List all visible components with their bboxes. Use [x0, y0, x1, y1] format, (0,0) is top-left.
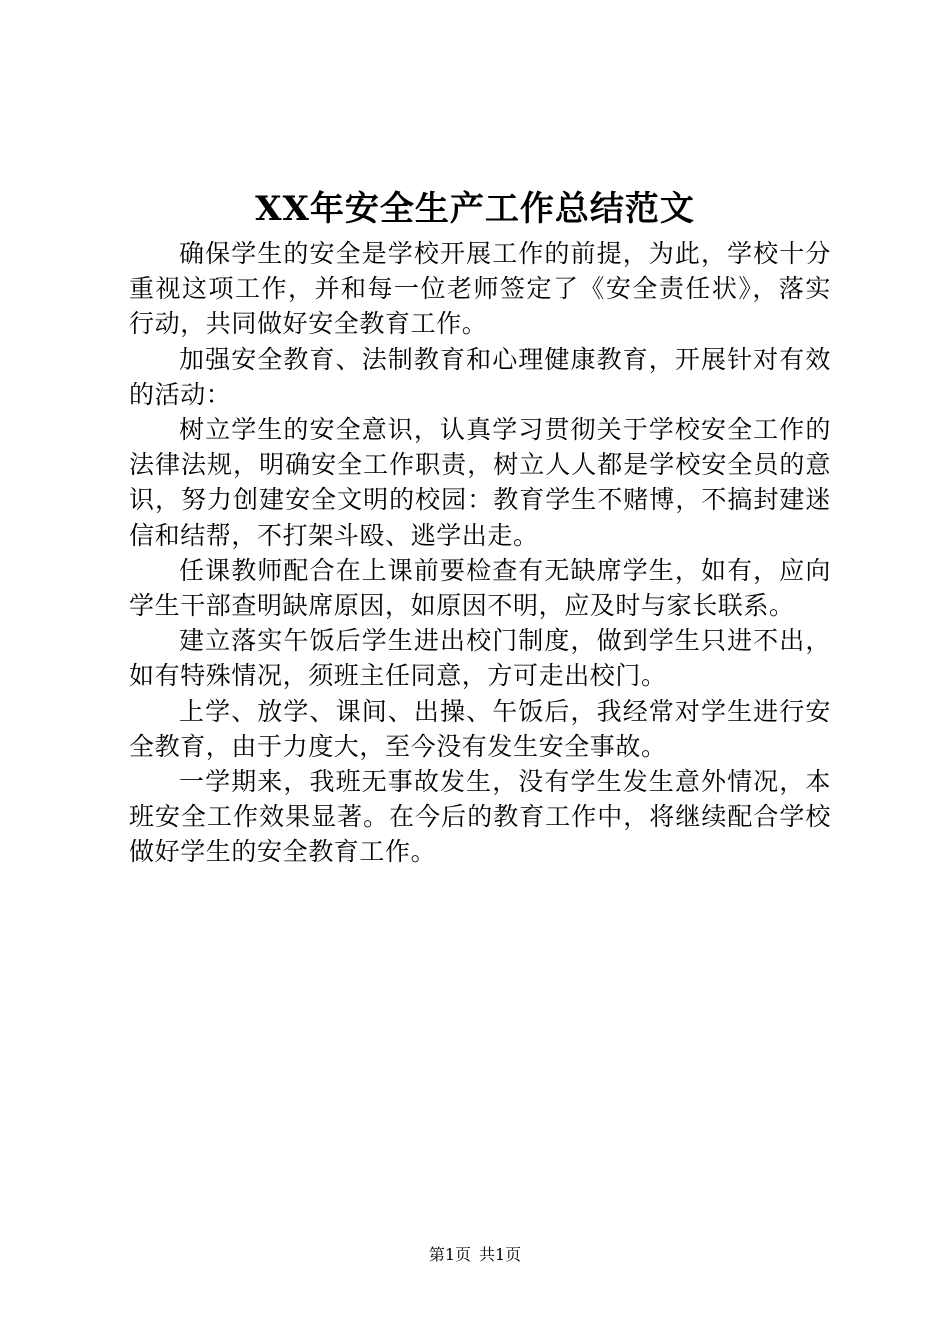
document-body: [129, 236, 831, 870]
paragraph-4: 任课教师配合在上课前要检查有无缺席学生，如有，应向学生干部查明缺席原因，如原因不明，应及时与家长联系。: [129, 555, 831, 621]
paragraph-2: 加强安全教育、法制教育和心理健康教育，开展针对有效的活动：: [129, 344, 831, 409]
paragraph-7: 一学期来，我班无事故发生，没有学生发生意外情况，本班安全工作效果显著。在今后的教育工作中，将继续配合学校做好学生的安全教育工作。: [129, 767, 831, 867]
paragraph-3: 树立学生的安全意识，认真学习贯彻关于学校安全工作的法律法规，明确安全工作职责，树立人人都是学校安全员的意识，努力创建安全文明的校园：教育学生不赌博，不搞封建迷信和结帮，不打架斗殴、逃学出走。: [129, 415, 831, 550]
paragraph-6: 上学、放学、课间、出操、午饭后，我经常对学生进行安全教育，由于力度大，至今没有发生安全事故。: [129, 696, 831, 761]
page-total: 共1页: [479, 1245, 522, 1264]
paragraph-5: 建立落实午饭后学生进出校门制度，做到学生只进不出，如有特殊情况，须班主任同意，方可走出校门。: [129, 626, 831, 691]
paragraph-1: 确保学生的安全是学校开展工作的前提，为此，学校十分重视这项工作，并和每一位老师签定了《安全责任状》，落实行动，共同做好安全教育工作。: [129, 239, 831, 339]
page-number: 第1页: [428, 1245, 471, 1264]
page-footer: [0, 1244, 950, 1266]
page-title: XX年安全生产工作总结范文: [255, 189, 695, 229]
